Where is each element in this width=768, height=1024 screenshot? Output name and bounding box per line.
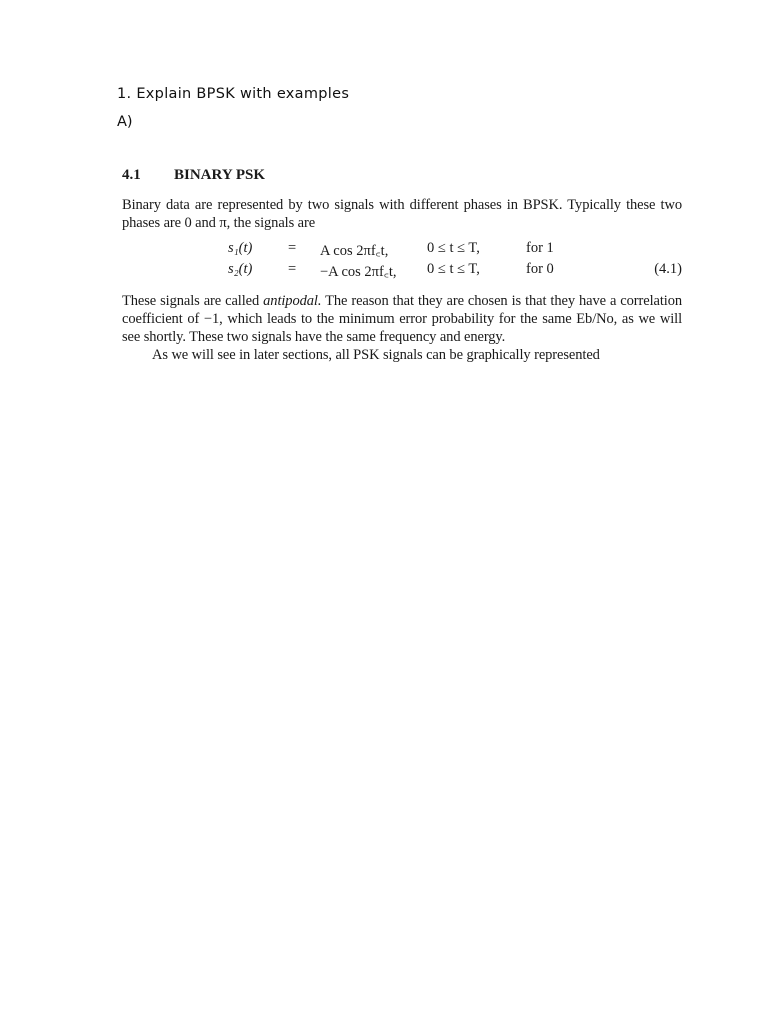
equation-equals: = [288,261,297,277]
antipodal-paragraph [122,292,682,364]
equation-equals: = [288,240,297,256]
scanned-textbook-excerpt [122,156,682,364]
section-title: BINARY PSK [174,167,266,183]
emphasis-term: antipodal. [263,293,322,309]
section-heading [122,156,682,184]
question-text: 1. Explain BPSK with examples [117,86,350,102]
paragraph-text: These signals are called [122,293,264,309]
equation-rhs: A cos 2πf꜀t, [320,243,389,259]
answer-label: A) [117,114,133,130]
equation-bit: for 1 [526,240,554,256]
equation-row-s1 [122,240,682,260]
equation-number: (4.1) [654,261,682,277]
equation-row-s2 [122,261,682,281]
section-number: 4.1 [122,167,141,183]
equation-condition: 0 ≤ t ≤ T, [427,261,480,277]
equation-block [122,240,682,282]
equation-bit: for 0 [526,261,554,277]
equation-condition: 0 ≤ t ≤ T, [427,240,480,256]
equation-rhs: −A cos 2πf꜀t, [320,264,397,280]
intro-paragraph: Binary data are represented by two signals with different phases in BPSK. Typically these two phases are 0 and π, the signals are [122,197,682,231]
equation-lhs: s₁(t) [228,240,253,256]
paragraph-text: The reason that they are chosen is that they have a correlation coefficient of −1, which leads to the minimum error probability for the same Eb/No, as we will see shortly. These two signals have the same frequency and energy. [122,293,682,345]
equation-lhs: s₂(t) [228,261,253,277]
continuation-line: As we will see in later sections, all PSK signals can be graphically represented [152,347,600,363]
